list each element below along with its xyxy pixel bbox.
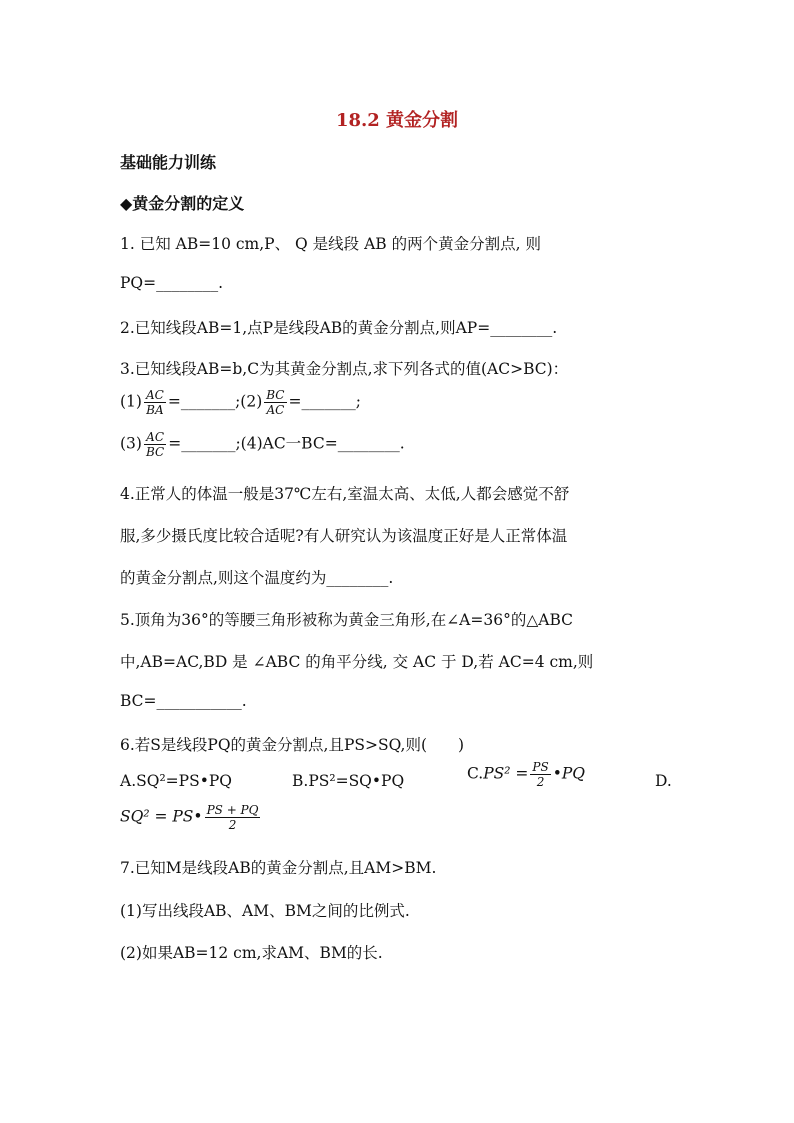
q3-part-2-fraction bbox=[264, 388, 286, 417]
question-1-line-1: 1. 已知 AB=10 cm,P、 Q 是线段 AB 的两个黄金分割点, 则 bbox=[120, 235, 541, 253]
option-c-lhs: PS² = bbox=[483, 764, 529, 783]
option-d-fraction bbox=[205, 803, 261, 832]
q3-part-1-blank: =_______; bbox=[167, 392, 241, 411]
fraction-denominator: BA bbox=[146, 403, 164, 417]
question-6-option-a: A.SQ²=PS•PQ bbox=[120, 772, 232, 790]
q3-part-2-blank: =_______; bbox=[288, 392, 361, 411]
q3-part-3-fraction bbox=[144, 430, 166, 459]
fraction-numerator: AC bbox=[145, 388, 164, 402]
question-6-option-d-label: D. bbox=[655, 772, 672, 790]
q3-part-2-label: (2) bbox=[240, 392, 263, 411]
question-6-option-d-formula bbox=[120, 803, 262, 832]
subsection-heading: ◆黄金分割的定义 bbox=[120, 194, 245, 213]
q3-part-1-fraction bbox=[144, 388, 166, 417]
question-4-line-3: 的黄金分割点,则这个温度约为________. bbox=[120, 569, 394, 587]
question-3-stem: 3.已知线段AB=b,C为其黄金分割点,求下列各式的值(AC>BC)： bbox=[120, 360, 569, 378]
question-7-stem: 7.已知M是线段AB的黄金分割点,且AM>BM. bbox=[120, 859, 437, 877]
question-5-line-1: 5.顶角为36°的等腰三角形被称为黄金三角形,在∠A=36°的△ABC bbox=[120, 611, 573, 629]
fraction-denominator: 2 bbox=[228, 818, 237, 832]
question-6-stem: 6.若S是线段PQ的黄金分割点,且PS>SQ,则( ) bbox=[120, 736, 465, 754]
option-d-lhs: SQ² = PS• bbox=[120, 807, 203, 826]
q3-part-3-blank: =_______; bbox=[168, 434, 241, 453]
q3-part-4: (4)AC一BC=________. bbox=[240, 434, 405, 453]
fraction-numerator: PS bbox=[532, 760, 549, 774]
question-7-part-1: (1)写出线段AB、AM、BM之间的比例式. bbox=[120, 902, 410, 920]
fraction-numerator: BC bbox=[266, 388, 285, 402]
fraction-numerator: AC bbox=[146, 430, 165, 444]
question-3-parts-1-2 bbox=[120, 388, 361, 417]
question-6-option-b: B.PS²=SQ•PQ bbox=[292, 772, 405, 790]
question-6-option-c bbox=[467, 760, 585, 789]
fraction-denominator: BC bbox=[145, 445, 165, 459]
question-4-line-1: 4.正常人的体温一般是37℃左右,室温太高、太低,人都会感觉不舒 bbox=[120, 485, 570, 503]
question-4-line-2: 服,多少摄氏度比较合适呢?有人研究认为该温度正好是人正常体温 bbox=[120, 527, 568, 545]
fraction-denominator: AC bbox=[266, 403, 285, 417]
question-5-line-3: BC=___________. bbox=[120, 692, 247, 710]
q3-part-1-label: (1) bbox=[120, 392, 142, 411]
section-heading: 基础能力训练 bbox=[120, 153, 217, 172]
option-c-rhs: •PQ bbox=[552, 764, 585, 783]
question-5-line-2: 中,AB=AC,BD 是 ∠ABC 的角平分线, 交 AC 于 D,若 AC=4 cm,则 bbox=[120, 653, 594, 671]
page-title: 18.2 黄金分割 bbox=[335, 110, 459, 131]
question-1-line-2: PQ=________. bbox=[120, 274, 224, 292]
question-7-part-2: (2)如果AB=12 cm,求AM、BM的长. bbox=[120, 944, 383, 962]
question-2: 2.已知线段AB=1,点P是线段AB的黄金分割点,则AP=________. bbox=[120, 319, 558, 337]
fraction-denominator: 2 bbox=[536, 775, 545, 789]
fraction-numerator: PS + PQ bbox=[206, 803, 259, 817]
option-c-fraction bbox=[530, 760, 550, 789]
option-c-label: C. bbox=[467, 764, 484, 783]
q3-part-3-label: (3) bbox=[120, 434, 142, 453]
question-3-parts-3-4 bbox=[120, 430, 405, 459]
